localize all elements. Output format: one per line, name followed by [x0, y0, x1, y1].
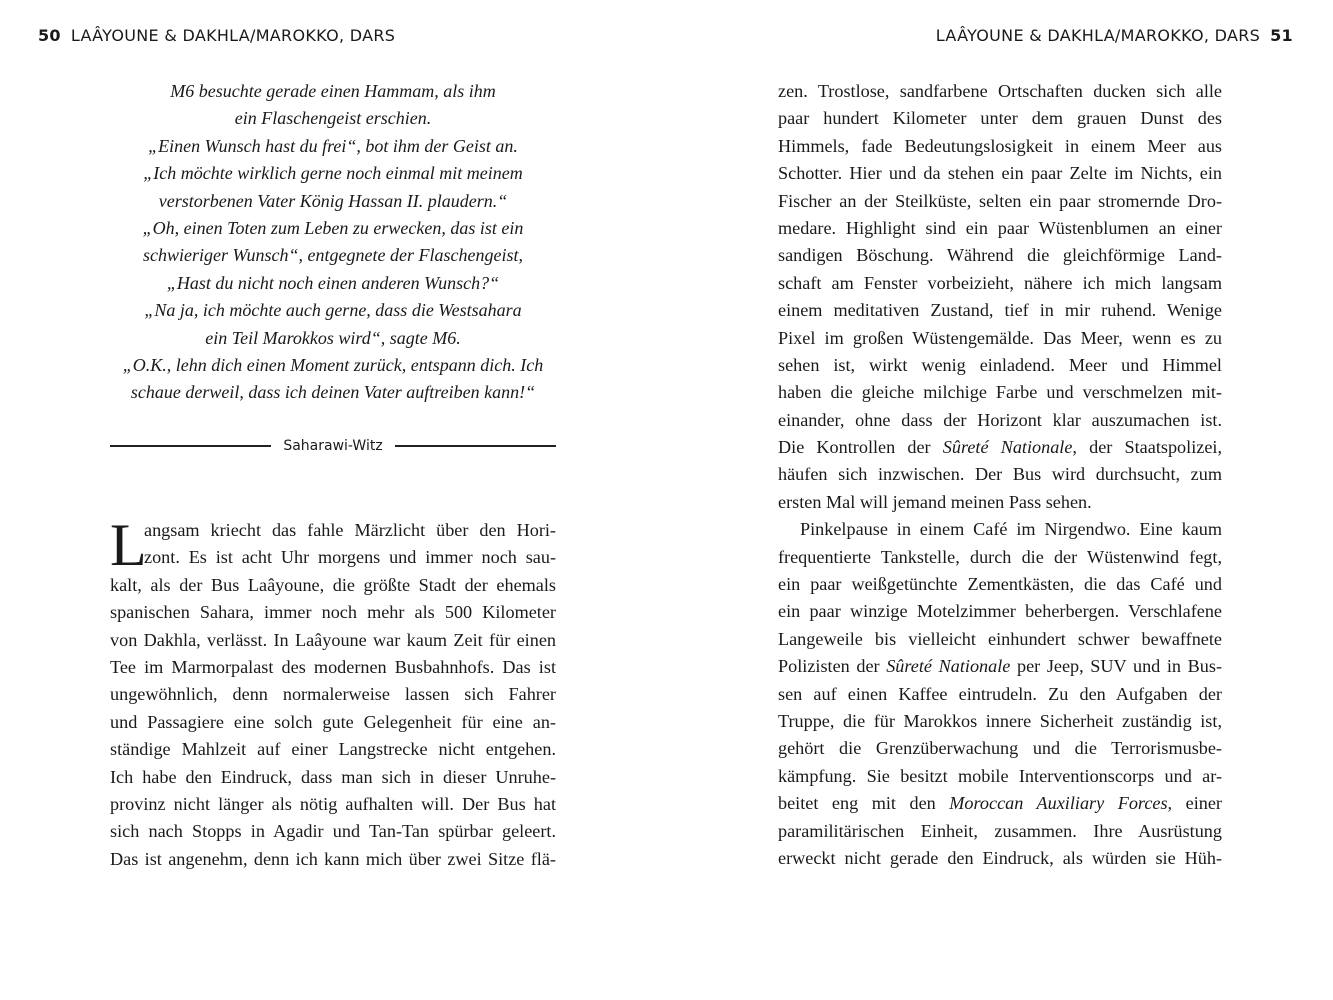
- body-line: einem meditativen Zustand, tief in mir ruhend. Wenige: [778, 300, 1222, 321]
- body-line: erweckt nicht gerade den Eindruck, als würden sie Hüh-: [778, 847, 1222, 868]
- body-line: Ich habe den Eindruck, dass man sich in dieser Unruhe-: [110, 766, 556, 787]
- body-line: provinz nicht länger als nötig aufhalten will. Der Bus hat: [110, 793, 556, 814]
- body-text: per Jeep, SUV und in Bus-: [1010, 656, 1222, 677]
- epigraph-line: schaue derweil, dass ich deinen Vater auftreiben kann!“: [130, 382, 536, 403]
- running-header-left: [38, 26, 395, 45]
- epigraph-line: „Oh, einen Toten zum Leben zu erwecken, das ist ein: [142, 218, 524, 239]
- emphasis-text: Moroccan Auxiliary Forces,: [949, 793, 1173, 814]
- body-line: medare. Highlight sind ein paar Wüstenblumen an einer: [778, 217, 1222, 238]
- body-line: Schotter. Hier und da stehen ein paar Zelte im Nichts, ein: [778, 163, 1222, 184]
- body-line: sandigen Böschung. Während die gleichförmige Land-: [778, 245, 1222, 266]
- body-line: kämpfung. Sie besitzt mobile Interventionscorps und ar-: [778, 765, 1222, 786]
- body-line: Pixel im großen Wüstengemälde. Das Meer, wenn es zu: [778, 327, 1222, 348]
- body-line: [778, 790, 1222, 817]
- body-column-left: [110, 512, 556, 873]
- body-line: Himmels, fade Bedeutungslosigkeit in einem Meer aus: [778, 135, 1222, 156]
- epigraph-attribution: [110, 438, 556, 454]
- epigraph-line: M6 besuchte gerade einen Hammam, als ihm: [170, 81, 496, 101]
- body-text: einer: [1172, 793, 1222, 814]
- body-line: [778, 653, 1222, 680]
- body-line: Pinkelpause in einem Café im Nirgendwo. Eine kaum: [800, 519, 1222, 540]
- body-line: zont. Es ist acht Uhr morgens und immer noch sau-: [144, 547, 556, 568]
- body-text: Polizisten der: [778, 656, 887, 677]
- body-line: paar hundert Kilometer unter dem grauen Dunst des: [778, 108, 1222, 129]
- body-line: angsam kriecht das fahle Märzlicht über den Hori-: [144, 520, 556, 540]
- body-line: von Dakhla, verlässt. In Laâyoune war kaum Zeit für einen: [110, 629, 556, 650]
- body-line: häufen sich inzwischen. Der Bus wird durchsucht, zum: [778, 464, 1222, 485]
- body-line: schaft am Fenster vorbeizieht, nähere ich mich langsam: [778, 272, 1222, 293]
- body-line: spanischen Sahara, immer noch mehr als 500 Kilometer: [110, 602, 556, 623]
- body-line: Tee im Marmorpalast des modernen Busbahnhofs. Das ist: [110, 656, 556, 677]
- page-number-right: 51: [1270, 26, 1293, 45]
- body-line: Truppe, die für Marokkos innere Sicherheit zuständig ist,: [778, 710, 1222, 731]
- attribution-rule-left: [110, 445, 271, 447]
- running-title-left: LAÂYOUNE & DAKHLA/MAROKKO, DARS: [70, 26, 396, 45]
- epigraph-line: ein Teil Marokkos wird“, sagte M6.: [205, 327, 461, 348]
- body-line: frequentierte Tankstelle, durch die der Wüstenwind fegt,: [778, 546, 1222, 567]
- body-line: paramilitärischen Einheit, zusammen. Ihre Ausrüstung: [778, 820, 1222, 841]
- epigraph-line: „Hast du nicht noch einen anderen Wunsch?“: [166, 272, 500, 293]
- emphasis-text: Sûreté Nationale: [886, 656, 1011, 677]
- drop-cap: L: [110, 512, 147, 578]
- body-line: sen auf einen Kaffee eintrudeln. Zu den Aufgaben der: [778, 683, 1222, 704]
- body-line: einander, ohne dass der Horizont klar auszumachen ist.: [778, 409, 1222, 430]
- body-line: Fischer an der Steilküste, selten ein paar stromernde Dro-: [778, 190, 1222, 211]
- body-line: sehen ist, wirkt wenig einladend. Meer und Himmel: [778, 354, 1222, 375]
- epigraph: [108, 78, 558, 407]
- epigraph-line: „Na ja, ich möchte auch gerne, dass die Westsahara: [144, 300, 522, 321]
- body-line: ungewöhnlich, denn normalerweise lassen sich Fahrer: [110, 684, 556, 705]
- running-header-right: [936, 26, 1293, 45]
- epigraph-line: ein Flaschengeist erschien.: [234, 108, 432, 129]
- page-number-left: 50: [38, 26, 61, 45]
- body-line: ständige Mahlzeit auf einer Langstrecke nicht entgehen.: [110, 739, 556, 760]
- epigraph-line: „Ich möchte wirklich gerne noch einmal mit meinem: [143, 163, 523, 184]
- body-line: Langeweile bis vielleicht einhundert schwer bewaffnete: [778, 628, 1222, 649]
- body-line: zen. Trostlose, sandfarbene Ortschaften ducken sich alle: [778, 81, 1222, 101]
- body-line: und Passagiere eine solch gute Gelegenheit für eine an-: [110, 711, 556, 732]
- epigraph-line: schwieriger Wunsch“, entgegnete der Flaschengeist,: [143, 245, 523, 266]
- body-text: der Staatspolizei,: [1076, 437, 1222, 458]
- epigraph-line: verstorbenen Vater König Hassan II. plaudern.“: [158, 190, 508, 211]
- epigraph-line: „Einen Wunsch hast du frei“, bot ihm der Geist an.: [148, 135, 518, 156]
- body-line: kalt, als der Bus Laâyoune, die größte Stadt der ehemals: [110, 574, 556, 595]
- body-line: ein paar winzige Motelzimmer beherbergen. Verschlafene: [778, 601, 1222, 622]
- body-line: [778, 434, 1222, 461]
- body-text: beitet eng mit den: [778, 793, 950, 814]
- body-line: ersten Mal will jemand meinen Pass sehen.: [778, 491, 1092, 512]
- body-text: Die Kontrollen der: [778, 437, 943, 458]
- running-title-right: LAÂYOUNE & DAKHLA/MAROKKO, DARS: [935, 26, 1261, 45]
- body-line: sich nach Stopps in Agadir und Tan-Tan spürbar geleert.: [110, 821, 556, 842]
- body-line: gehört die Grenzüberwachung und die Terrorismusbe-: [778, 738, 1222, 759]
- body-line: haben die gleiche milchige Farbe und verschmelzen mit-: [778, 382, 1222, 403]
- body-line: ein paar weißgetünchte Zementkästen, die das Café und: [778, 574, 1222, 595]
- epigraph-line: „O.K., lehn dich einen Moment zurück, entspann dich. Ich: [122, 355, 544, 376]
- attribution-label: Saharawi-Witz: [283, 438, 383, 454]
- emphasis-text: Sûreté Nationale,: [942, 437, 1077, 458]
- attribution-rule-right: [395, 445, 556, 447]
- body-column-right: [778, 78, 1222, 872]
- body-line: Das ist angenehm, denn ich kann mich über zwei Sitze flä-: [110, 848, 556, 869]
